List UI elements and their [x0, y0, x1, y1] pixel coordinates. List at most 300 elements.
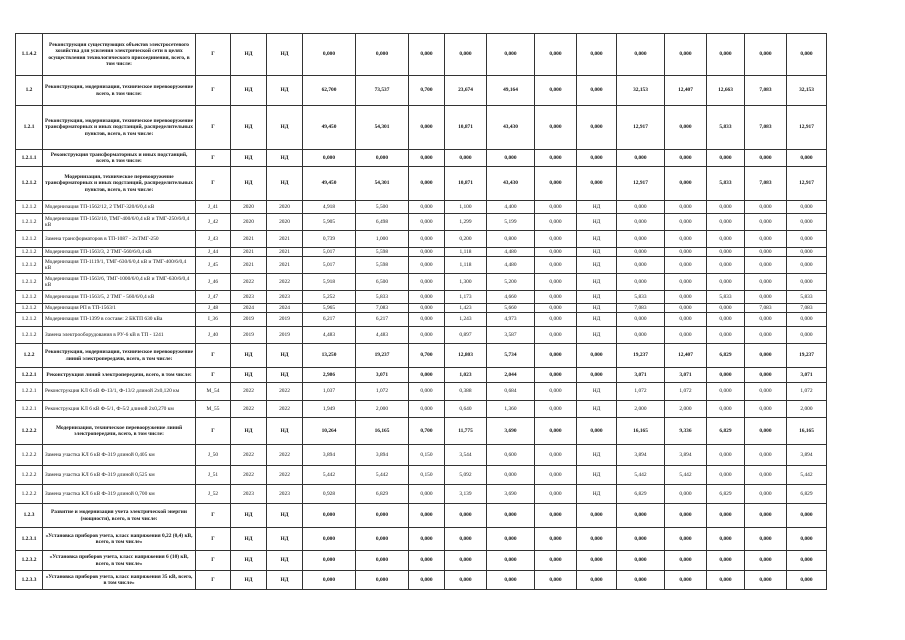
- row-v11-cell: 0,000: [745, 485, 787, 504]
- row-id-cell: Г: [196, 167, 231, 201]
- row-year-end-cell: 2021: [267, 248, 303, 257]
- row-v9-cell: 0,000: [665, 248, 707, 257]
- row-v3-cell: 0,000: [409, 248, 445, 257]
- row-year-end-cell: НД: [267, 344, 303, 368]
- row-id-cell: Г: [196, 418, 231, 445]
- row-v1-cell: 3,894: [303, 445, 356, 466]
- row-v7-cell: НД: [577, 485, 617, 504]
- row-v5-cell: 5,199: [487, 214, 535, 231]
- row-v3-cell: 0,000: [409, 368, 445, 383]
- row-v9-cell: 12,407: [665, 344, 707, 368]
- row-year-end-cell: 2019: [267, 327, 303, 344]
- row-v8-cell: 0,000: [617, 150, 665, 167]
- row-year-end-cell: НД: [267, 528, 303, 551]
- row-year-end-cell: НД: [267, 418, 303, 445]
- row-v7-cell: НД: [577, 445, 617, 466]
- row-v10-cell: 0,000: [707, 466, 745, 485]
- row-v3-cell: 0,000: [409, 106, 445, 150]
- row-v2-cell: 0,000: [356, 528, 409, 551]
- row-year-start-cell: НД: [231, 551, 267, 571]
- row-v8-cell: 3,894: [617, 445, 665, 466]
- row-year-end-cell: НД: [267, 504, 303, 528]
- row-id-cell: Г: [196, 368, 231, 383]
- row-id-cell: Г: [196, 150, 231, 167]
- table-row: [16, 485, 827, 504]
- row-v1-cell: 5,017: [303, 248, 356, 257]
- row-v1-cell: 0,000: [303, 150, 356, 167]
- row-v5-cell: 0,000: [487, 551, 535, 571]
- row-v7-cell: НД: [577, 304, 617, 313]
- row-year-end-cell: 2022: [267, 274, 303, 291]
- row-v8-cell: 0,000: [617, 504, 665, 528]
- row-v9-cell: 0,000: [665, 274, 707, 291]
- row-v4-cell: 1,243: [445, 313, 487, 327]
- row-year-start-cell: 2022: [231, 383, 267, 401]
- row-id-cell: J_48: [196, 304, 231, 313]
- row-v7-cell: НД: [577, 248, 617, 257]
- row-v5-cell: 0,000: [487, 571, 535, 590]
- row-v6-cell: 0,000: [535, 383, 577, 401]
- row-v2-cell: 0,000: [356, 150, 409, 167]
- row-v3-cell: 0,700: [409, 76, 445, 106]
- row-name-cell: Замена участка КЛ 6 кВ Ф-319 длиной 0,700 км: [43, 485, 196, 504]
- table-row: [16, 344, 827, 368]
- row-v11-cell: 0,000: [745, 504, 787, 528]
- row-v10-cell: 6,829: [707, 418, 745, 445]
- row-v7-cell: НД: [577, 291, 617, 304]
- row-id-cell: Г: [196, 504, 231, 528]
- row-year-end-cell: НД: [267, 76, 303, 106]
- table-row: [16, 551, 827, 571]
- row-v1-cell: 4,918: [303, 201, 356, 214]
- row-name-cell: Реконструкция КЛ 6 кВ Ф-5/1, Ф-5/2 длиной 2х0,270 км: [43, 401, 196, 418]
- row-name-cell: Модернизация ТП-1399 в составе: 2 БКТП 630 кВа: [43, 313, 196, 327]
- row-v1-cell: 49,450: [303, 106, 356, 150]
- row-v8-cell: 0,000: [617, 274, 665, 291]
- row-v4-cell: 10,871: [445, 167, 487, 201]
- row-v8-cell: 19,237: [617, 344, 665, 368]
- row-year-start-cell: НД: [231, 167, 267, 201]
- row-id-cell: J_52: [196, 485, 231, 504]
- row-v11-cell: 0,000: [745, 445, 787, 466]
- row-v9-cell: 0,000: [665, 291, 707, 304]
- row-v6-cell: 0,000: [535, 291, 577, 304]
- row-v5-cell: 0,000: [487, 528, 535, 551]
- row-v3-cell: 0,000: [409, 257, 445, 274]
- row-v3-cell: 0,000: [409, 167, 445, 201]
- row-v7-cell: НД: [577, 401, 617, 418]
- table-row: [16, 248, 827, 257]
- row-v7-cell: 0,000: [577, 106, 617, 150]
- row-v8-cell: 16,165: [617, 418, 665, 445]
- table-row: [16, 76, 827, 106]
- row-name-cell: Модернизация РП в ТП-1563/1: [43, 304, 196, 313]
- row-v12-cell: 0,000: [787, 231, 827, 248]
- row-v1-cell: 0,000: [303, 34, 356, 76]
- row-v10-cell: 0,000: [707, 571, 745, 590]
- row-v12-cell: 1,072: [787, 383, 827, 401]
- row-v5-cell: 1,360: [487, 401, 535, 418]
- row-year-start-cell: НД: [231, 504, 267, 528]
- row-name-cell: Реконструкция КЛ 6 кВ Ф-13/1, Ф-13/2 длиной 2х0,120 км: [43, 383, 196, 401]
- table-body: [16, 34, 827, 590]
- table-row: [16, 214, 827, 231]
- row-v12-cell: 19,237: [787, 344, 827, 368]
- row-v3-cell: 0,000: [409, 231, 445, 248]
- row-v4-cell: 5,092: [445, 466, 487, 485]
- row-v10-cell: 5,833: [707, 106, 745, 150]
- row-v6-cell: 0,000: [535, 528, 577, 551]
- row-v8-cell: 0,000: [617, 528, 665, 551]
- row-v6-cell: 0,000: [535, 485, 577, 504]
- row-v4-cell: 1,023: [445, 368, 487, 383]
- row-v1-cell: 0,000: [303, 528, 356, 551]
- row-code-cell: 1.2.3.2: [16, 551, 43, 571]
- row-v4-cell: 3,544: [445, 445, 487, 466]
- table-row: [16, 383, 827, 401]
- row-code-cell: 1.1.4.2: [16, 34, 43, 76]
- row-year-end-cell: НД: [267, 368, 303, 383]
- row-v5-cell: 3,690: [487, 418, 535, 445]
- row-v10-cell: 0,000: [707, 401, 745, 418]
- row-v4-cell: 1,173: [445, 291, 487, 304]
- row-year-start-cell: 2022: [231, 274, 267, 291]
- row-v4-cell: 0,000: [445, 528, 487, 551]
- row-v6-cell: 0,000: [535, 571, 577, 590]
- row-id-cell: J_46: [196, 274, 231, 291]
- row-v10-cell: 0,000: [707, 214, 745, 231]
- row-id-cell: J_43: [196, 231, 231, 248]
- row-id-cell: Г: [196, 344, 231, 368]
- row-v7-cell: НД: [577, 201, 617, 214]
- row-v4-cell: 0,897: [445, 327, 487, 344]
- row-v5-cell: 2,044: [487, 368, 535, 383]
- row-v4-cell: 1,118: [445, 248, 487, 257]
- row-v7-cell: 0,000: [577, 418, 617, 445]
- row-year-end-cell: НД: [267, 551, 303, 571]
- row-v10-cell: 0,000: [707, 274, 745, 291]
- row-v5-cell: 0,000: [487, 150, 535, 167]
- row-v9-cell: 0,000: [665, 304, 707, 313]
- row-v7-cell: НД: [577, 383, 617, 401]
- row-v6-cell: 0,000: [535, 257, 577, 274]
- row-v10-cell: 0,000: [707, 304, 745, 313]
- row-v6-cell: 0,000: [535, 34, 577, 76]
- row-v8-cell: 0,000: [617, 551, 665, 571]
- row-v3-cell: 0,000: [409, 485, 445, 504]
- row-v1-cell: 0,000: [303, 504, 356, 528]
- row-v2-cell: 5,598: [356, 248, 409, 257]
- table-row: [16, 257, 827, 274]
- row-id-cell: Г: [196, 76, 231, 106]
- row-year-end-cell: 2023: [267, 485, 303, 504]
- row-name-cell: Замена трансформаторов в ТП-1087 - 2хТМГ-250: [43, 231, 196, 248]
- row-v5-cell: 49,164: [487, 76, 535, 106]
- row-v11-cell: 7,083: [745, 106, 787, 150]
- row-v3-cell: 0,000: [409, 571, 445, 590]
- row-v1-cell: 5,252: [303, 291, 356, 304]
- row-v8-cell: 0,000: [617, 257, 665, 274]
- row-v2-cell: 5,598: [356, 257, 409, 274]
- row-v4-cell: 0,000: [445, 34, 487, 76]
- row-v2-cell: 6,500: [356, 274, 409, 291]
- row-v6-cell: 0,000: [535, 466, 577, 485]
- row-v1-cell: 2,986: [303, 368, 356, 383]
- row-v7-cell: 0,000: [577, 150, 617, 167]
- row-v2-cell: 7,083: [356, 304, 409, 313]
- table-row: [16, 231, 827, 248]
- row-code-cell: 1.2.1.2: [16, 248, 43, 257]
- row-v1-cell: 5,965: [303, 304, 356, 313]
- row-code-cell: 1.2.2.1: [16, 383, 43, 401]
- row-v4-cell: 11,775: [445, 418, 487, 445]
- row-v11-cell: 0,000: [745, 418, 787, 445]
- row-year-end-cell: 2022: [267, 466, 303, 485]
- row-v1-cell: 1,949: [303, 401, 356, 418]
- row-year-end-cell: НД: [267, 106, 303, 150]
- row-code-cell: 1.2.1.2: [16, 274, 43, 291]
- row-name-cell: Модернизация ТП-1119/1, ТМГ-630/6/0,4 кВ и ТМГ-400/6/0,4 кВ: [43, 257, 196, 274]
- row-v9-cell: 0,000: [665, 551, 707, 571]
- row-v6-cell: 0,000: [535, 401, 577, 418]
- row-v6-cell: 0,000: [535, 150, 577, 167]
- row-v11-cell: 0,000: [745, 327, 787, 344]
- row-year-end-cell: 2019: [267, 313, 303, 327]
- row-year-start-cell: НД: [231, 344, 267, 368]
- row-v8-cell: 3,071: [617, 368, 665, 383]
- table-row: [16, 401, 827, 418]
- table-row: [16, 274, 827, 291]
- row-year-end-cell: 2022: [267, 445, 303, 466]
- row-id-cell: Г: [196, 571, 231, 590]
- row-year-start-cell: 2020: [231, 214, 267, 231]
- row-v6-cell: 0,000: [535, 231, 577, 248]
- row-v7-cell: НД: [577, 231, 617, 248]
- row-id-cell: J_51: [196, 466, 231, 485]
- row-v1-cell: 49,450: [303, 167, 356, 201]
- row-v11-cell: 0,000: [745, 368, 787, 383]
- row-v5-cell: 0,000: [487, 504, 535, 528]
- row-v2-cell: 54,301: [356, 167, 409, 201]
- row-v3-cell: 0,700: [409, 344, 445, 368]
- row-id-cell: M_55: [196, 401, 231, 418]
- row-v3-cell: 0,000: [409, 383, 445, 401]
- row-code-cell: 1.2.2.1: [16, 368, 43, 383]
- row-v1-cell: 5,017: [303, 257, 356, 274]
- row-v2-cell: 0,000: [356, 571, 409, 590]
- row-v1-cell: 62,700: [303, 76, 356, 106]
- row-name-cell: «Установка приборов учета, класс напряжения 0,22 (0,4) кВ, всего, в том числе»: [43, 528, 196, 551]
- row-v5-cell: 3,587: [487, 327, 535, 344]
- row-v1-cell: 6,217: [303, 313, 356, 327]
- row-v9-cell: 0,000: [665, 327, 707, 344]
- row-v4-cell: 1,100: [445, 201, 487, 214]
- row-v2-cell: 2,000: [356, 401, 409, 418]
- row-v11-cell: 0,000: [745, 231, 787, 248]
- row-year-start-cell: НД: [231, 368, 267, 383]
- row-v12-cell: 0,000: [787, 201, 827, 214]
- row-v5-cell: 3,690: [487, 485, 535, 504]
- row-year-end-cell: НД: [267, 167, 303, 201]
- row-v2-cell: 19,237: [356, 344, 409, 368]
- row-v2-cell: 54,301: [356, 106, 409, 150]
- row-v3-cell: 0,000: [409, 401, 445, 418]
- row-v2-cell: 1,072: [356, 383, 409, 401]
- row-v2-cell: 6,498: [356, 214, 409, 231]
- row-v2-cell: 0,000: [356, 504, 409, 528]
- row-id-cell: J_42: [196, 214, 231, 231]
- row-v10-cell: 0,000: [707, 445, 745, 466]
- row-v12-cell: 6,829: [787, 485, 827, 504]
- row-v12-cell: 0,000: [787, 327, 827, 344]
- row-name-cell: Замена электрооборудования в РУ-6 кВ в ТП - 1241: [43, 327, 196, 344]
- row-v12-cell: 2,000: [787, 401, 827, 418]
- row-v7-cell: 0,000: [577, 76, 617, 106]
- row-v5-cell: 4,660: [487, 291, 535, 304]
- row-v8-cell: 6,829: [617, 485, 665, 504]
- row-v11-cell: 0,000: [745, 34, 787, 76]
- row-id-cell: Г: [196, 34, 231, 76]
- row-id-cell: J_45: [196, 257, 231, 274]
- row-v11-cell: 0,000: [745, 401, 787, 418]
- row-name-cell: Замена участка КЛ 6 кВ Ф-319 длиной 0,405 км: [43, 445, 196, 466]
- row-v9-cell: 0,000: [665, 313, 707, 327]
- row-v7-cell: 0,000: [577, 368, 617, 383]
- row-v12-cell: 0,000: [787, 214, 827, 231]
- row-year-start-cell: 2020: [231, 201, 267, 214]
- row-v6-cell: 0,000: [535, 76, 577, 106]
- row-v11-cell: 0,000: [745, 257, 787, 274]
- row-v12-cell: 0,000: [787, 571, 827, 590]
- row-v4-cell: 0,200: [445, 231, 487, 248]
- row-id-cell: J_50: [196, 445, 231, 466]
- row-v3-cell: 0,000: [409, 313, 445, 327]
- row-year-start-cell: 2019: [231, 327, 267, 344]
- row-v8-cell: 2,000: [617, 401, 665, 418]
- row-year-end-cell: 2024: [267, 304, 303, 313]
- row-v12-cell: 0,000: [787, 150, 827, 167]
- row-v9-cell: 0,000: [665, 106, 707, 150]
- row-v5-cell: 4,400: [487, 201, 535, 214]
- row-v8-cell: 0,000: [617, 313, 665, 327]
- row-v3-cell: 0,000: [409, 150, 445, 167]
- row-v10-cell: 0,000: [707, 34, 745, 76]
- row-v12-cell: 16,165: [787, 418, 827, 445]
- row-year-start-cell: 2023: [231, 485, 267, 504]
- row-v4-cell: 0,000: [445, 504, 487, 528]
- row-v7-cell: 0,000: [577, 528, 617, 551]
- row-v12-cell: 12,917: [787, 106, 827, 150]
- row-v6-cell: 0,000: [535, 551, 577, 571]
- row-v11-cell: 0,000: [745, 344, 787, 368]
- row-year-start-cell: 2021: [231, 231, 267, 248]
- row-v12-cell: 3,894: [787, 445, 827, 466]
- row-v3-cell: 0,000: [409, 551, 445, 571]
- row-code-cell: 1.2.1.2: [16, 214, 43, 231]
- row-v10-cell: 0,000: [707, 257, 745, 274]
- row-year-end-cell: НД: [267, 150, 303, 167]
- row-v9-cell: 3,894: [665, 445, 707, 466]
- row-v11-cell: 7,083: [745, 76, 787, 106]
- table-row: [16, 291, 827, 304]
- row-v1-cell: 10,264: [303, 418, 356, 445]
- row-v9-cell: 0,000: [665, 150, 707, 167]
- row-v8-cell: 0,000: [617, 231, 665, 248]
- row-v5-cell: 4,480: [487, 257, 535, 274]
- row-v6-cell: 0,000: [535, 418, 577, 445]
- row-v10-cell: 0,000: [707, 551, 745, 571]
- row-v12-cell: 0,000: [787, 248, 827, 257]
- row-v9-cell: 12,407: [665, 76, 707, 106]
- row-v3-cell: 0,000: [409, 214, 445, 231]
- row-id-cell: J_44: [196, 248, 231, 257]
- row-v8-cell: 32,153: [617, 76, 665, 106]
- row-v12-cell: 0,000: [787, 504, 827, 528]
- row-v2-cell: 6,217: [356, 313, 409, 327]
- row-year-end-cell: 2020: [267, 214, 303, 231]
- row-v4-cell: 1,299: [445, 214, 487, 231]
- row-v1-cell: 0,928: [303, 485, 356, 504]
- row-v11-cell: 0,000: [745, 274, 787, 291]
- row-year-start-cell: НД: [231, 528, 267, 551]
- row-v2-cell: 3,071: [356, 368, 409, 383]
- row-name-cell: Модернизация ТП-1563/3, 2 ТМГ-560/6/0,4 кВ: [43, 248, 196, 257]
- row-v8-cell: 0,000: [617, 571, 665, 590]
- row-v7-cell: 0,000: [577, 344, 617, 368]
- row-v11-cell: 0,000: [745, 150, 787, 167]
- row-v12-cell: 12,917: [787, 167, 827, 201]
- row-v12-cell: 0,000: [787, 313, 827, 327]
- table-row: [16, 167, 827, 201]
- row-code-cell: 1.2.1.2: [16, 313, 43, 327]
- row-v11-cell: 0,000: [745, 383, 787, 401]
- row-v1-cell: 5,442: [303, 466, 356, 485]
- row-v2-cell: 0,000: [356, 34, 409, 76]
- row-v7-cell: НД: [577, 466, 617, 485]
- row-v11-cell: 0,000: [745, 466, 787, 485]
- row-v3-cell: 0,000: [409, 304, 445, 313]
- table-row: [16, 504, 827, 528]
- row-v2-cell: 1,000: [356, 231, 409, 248]
- row-year-end-cell: НД: [267, 571, 303, 590]
- row-v2-cell: 5,442: [356, 466, 409, 485]
- row-v7-cell: НД: [577, 257, 617, 274]
- row-v7-cell: 0,000: [577, 504, 617, 528]
- row-code-cell: 1.2.2.1: [16, 401, 43, 418]
- row-v2-cell: 73,537: [356, 76, 409, 106]
- row-v9-cell: 0,000: [665, 485, 707, 504]
- row-v4-cell: 10,871: [445, 106, 487, 150]
- table-row: [16, 201, 827, 214]
- row-year-start-cell: НД: [231, 106, 267, 150]
- row-v6-cell: 0,000: [535, 313, 577, 327]
- row-year-end-cell: 2021: [267, 257, 303, 274]
- row-year-start-cell: НД: [231, 76, 267, 106]
- row-year-start-cell: 2022: [231, 401, 267, 418]
- row-v5-cell: 4,973: [487, 313, 535, 327]
- row-v10-cell: 0,000: [707, 327, 745, 344]
- row-v2-cell: 16,165: [356, 418, 409, 445]
- row-v10-cell: 0,000: [707, 313, 745, 327]
- row-v6-cell: 0,000: [535, 274, 577, 291]
- row-name-cell: Реконструкция существующих объектов электросетевого хозяйства для усиления электрической сети в целях осуществления технологического присоединения, всего, в том числе:: [43, 34, 196, 76]
- table-row: [16, 150, 827, 167]
- row-name-cell: Реконструкция, модернизация, техническое перевооружение всего, в том числе:: [43, 76, 196, 106]
- row-id-cell: M_54: [196, 383, 231, 401]
- row-v8-cell: 5,833: [617, 291, 665, 304]
- table-row: [16, 466, 827, 485]
- row-code-cell: 1.2: [16, 76, 43, 106]
